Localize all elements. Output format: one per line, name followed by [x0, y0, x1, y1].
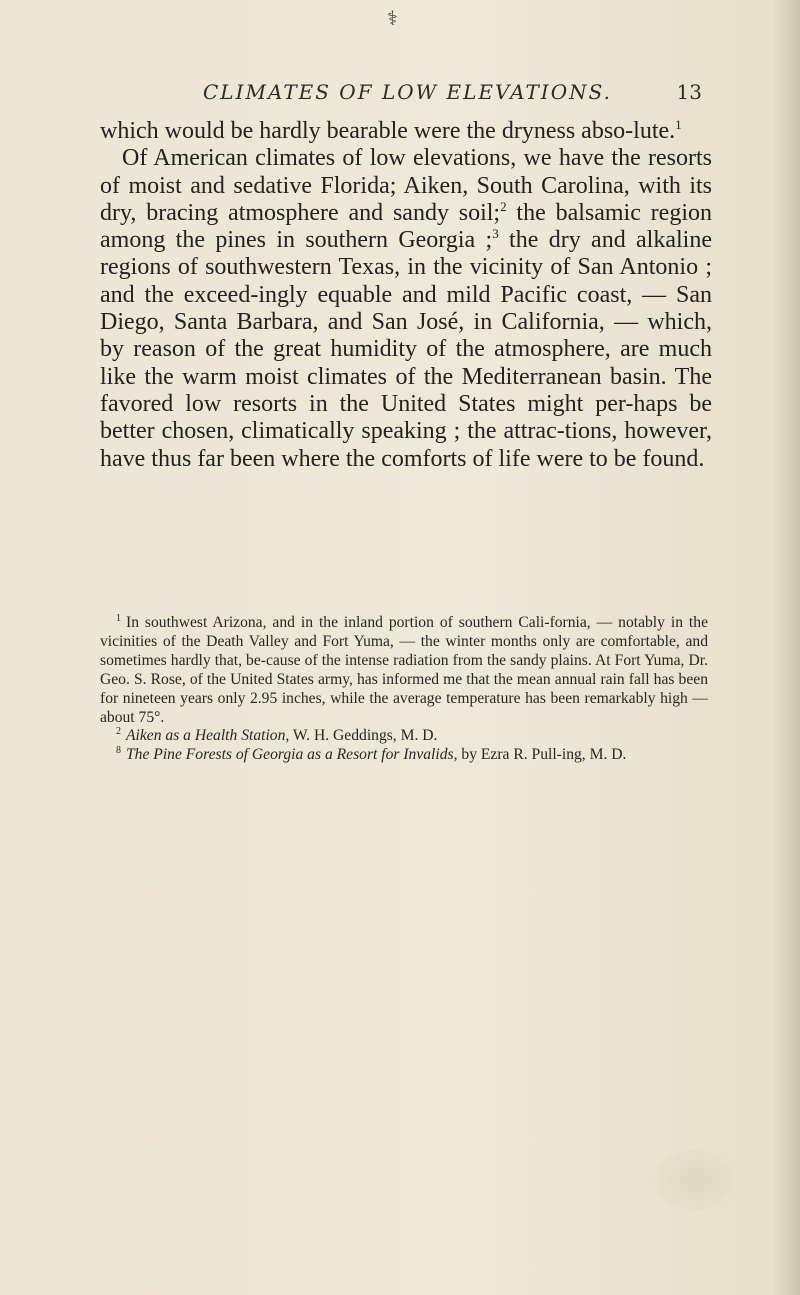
footnotes — [100, 614, 708, 765]
footnote — [100, 614, 708, 727]
paper-stain — [655, 1150, 735, 1210]
footnote-ref: 2 — [500, 198, 507, 214]
footnote-ref: 3 — [492, 226, 499, 242]
main-text — [100, 118, 712, 473]
paragraph-text: the balsamic region among the pines in southern Georgia ; — [100, 199, 712, 254]
printer-mark-icon: ⚕ — [387, 6, 398, 30]
footnote-number: 1 — [116, 612, 121, 624]
page-number: 13 — [676, 80, 702, 104]
footnote-text: W. H. Geddings, M. D. — [289, 727, 438, 745]
footnote-text: In southwest Arizona, and in the inland portion of southern Cali-fornia, — notably in the vicinities of the Death Valley and Fort Yuma, — the winter months only are comfortable, and sometimes hardly that, be-cause of the intense radiation from the sandy plains. At Fort Yuma, Dr. Geo. S. Rose, of the United States army, has informed me that the mean annual rain fall has been for nineteen years only 2.95 inches, while the average temperature has been remarkably high — about 75°. — [100, 614, 708, 726]
paragraph-text: which would be hardly bearable were the dryness abso-lute. — [100, 118, 676, 144]
running-header — [100, 80, 702, 110]
paragraph-text: Of American climates of low elevations, we have the resorts of moist and sedative Florida; Aiken, South Carolina, with its dry, bracing atmosphere and sandy soil; — [100, 145, 712, 226]
footnote-number: 2 — [116, 726, 121, 738]
footnote-ref: 1 — [675, 117, 682, 132]
paragraph-continued — [100, 118, 712, 145]
running-title: CLIMATES OF LOW ELEVATIONS. — [203, 80, 612, 104]
footnote — [100, 727, 708, 746]
page-edge-shadow — [772, 0, 800, 1295]
footnote-title: The Pine Forests of Georgia as a Resort for Invalids, — [126, 746, 458, 764]
footnote-number: 8 — [116, 745, 121, 757]
footnote-text: by Ezra R. Pull-ing, M. D. — [457, 746, 627, 764]
paragraph-text: the dry and alkaline regions of southwestern Texas, in the vicinity of San Antonio ; and the exceed-ingly equable and mild Pacific coast, — San Diego, Santa Barbara, and San José, in California, — which, by reason of the great humidity of the atmosphere, are much like the warm moist climates of the Mediterranean basin. The favored low resorts in the United States might per-haps be better chosen, climatically speaking ; the attrac-tions, however, have thus far been where the comforts of life were to be found. — [100, 227, 712, 472]
footnote-title: Aiken as a Health Station, — [126, 727, 290, 745]
paragraph — [100, 145, 712, 473]
footnote — [100, 746, 708, 765]
